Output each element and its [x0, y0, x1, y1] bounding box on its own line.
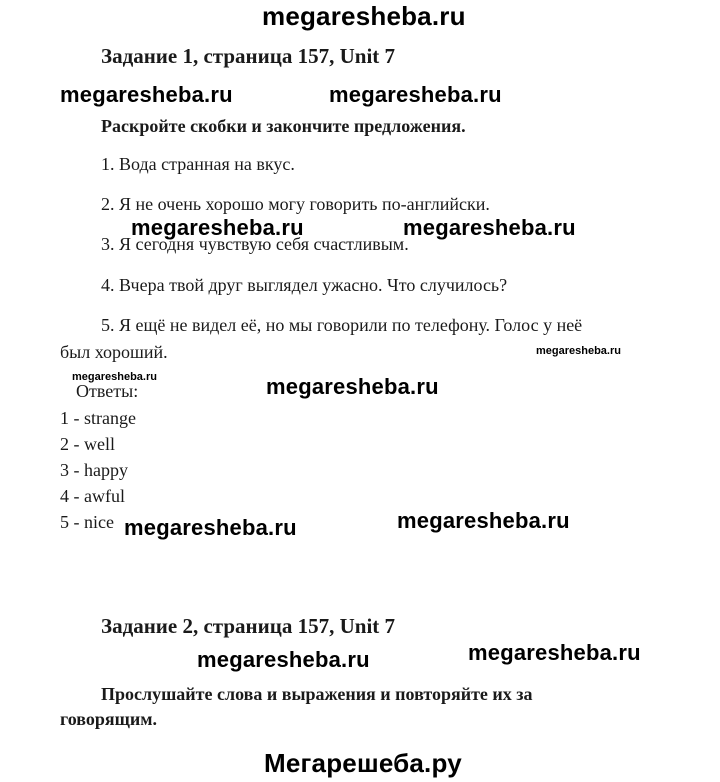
task2-instruction-line1: Прослушайте слова и выражения и повторяйте их за: [101, 684, 533, 704]
watermark-small: megaresheba.ru: [72, 371, 157, 383]
answers-label: Ответы:: [76, 381, 139, 401]
task2-heading: Задание 2, страница 157, Unit 7: [101, 614, 396, 638]
sentence-3: 3. Я сегодня чувствую себя счастливым.: [101, 234, 409, 254]
task1-instruction: Раскройте скобки и закончите предложения.: [101, 116, 466, 136]
watermark: megaresheba.ru: [403, 215, 576, 240]
watermark: megaresheba.ru: [397, 508, 570, 533]
sentence-4: 4. Вчера твой друг выглядел ужасно. Что случилось?: [101, 275, 508, 295]
watermark: megaresheba.ru: [124, 515, 297, 540]
answer-3: 3 - happy: [60, 460, 128, 480]
sentence-2: 2. Я не очень хорошо могу говорить по-английски.: [101, 194, 490, 214]
task1-heading: Задание 1, страница 157, Unit 7: [101, 44, 396, 68]
watermark-top: megaresheba.ru: [262, 1, 466, 31]
watermark: megaresheba.ru: [60, 82, 233, 107]
sentence-5-continued: был хороший.: [60, 342, 168, 362]
watermark: megaresheba.ru: [131, 215, 304, 240]
watermark-small: megaresheba.ru: [536, 345, 621, 357]
answer-2: 2 - well: [60, 434, 115, 454]
sentence-1: 1. Вода странная на вкус.: [101, 154, 295, 174]
watermark: megaresheba.ru: [266, 374, 439, 399]
sentence-5: 5. Я ещё не видел её, но мы говорили по телефону. Голос у неё: [101, 315, 583, 335]
answer-5: 5 - nice: [60, 512, 114, 532]
watermark: megaresheba.ru: [329, 82, 502, 107]
watermark: megaresheba.ru: [197, 647, 370, 672]
answer-4: 4 - awful: [60, 486, 125, 506]
answer-1: 1 - strange: [60, 408, 136, 428]
watermark-bottom: Мегарешеба.ру: [264, 748, 462, 778]
watermark: megaresheba.ru: [468, 640, 641, 665]
task2-instruction-line2: говорящим.: [60, 709, 157, 729]
